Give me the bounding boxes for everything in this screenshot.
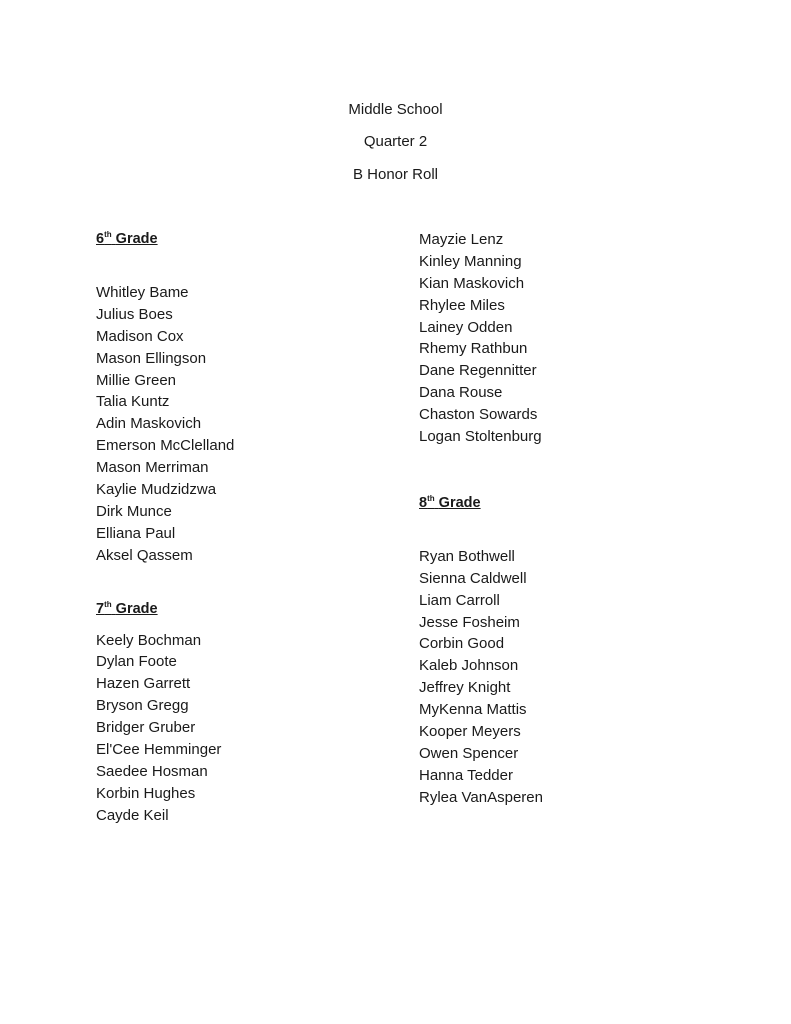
list-item: Kinley Manning — [419, 252, 522, 270]
list-item: Julius Boes — [96, 305, 173, 323]
sixth-grade-number: 6 — [96, 231, 105, 247]
list-item: Mason Ellingson — [96, 349, 207, 367]
sixth-grade-suffix: th — [104, 230, 112, 240]
list-item: Dylan Foote — [96, 653, 177, 671]
eighth-grade-word: Grade — [438, 494, 481, 511]
list-item: Mayzie Lenz — [419, 231, 504, 248]
quarter-title: Quarter 2 — [363, 133, 428, 150]
list-item: Kaleb Johnson — [419, 657, 519, 675]
list-item: Hazen Garrett — [96, 675, 191, 693]
school-title: Middle School — [348, 101, 443, 118]
list-item: Emerson McClelland — [96, 437, 235, 455]
list-item: Aksel Qassem — [96, 546, 193, 564]
list-item: Bridger Gruber — [96, 719, 196, 737]
seventh-grade-list — [96, 630, 396, 827]
list-item: Liam Carroll — [419, 591, 500, 609]
left-column — [96, 229, 396, 827]
seventh-grade-suffix: th — [104, 599, 112, 609]
list-item: Mason Merriman — [96, 459, 209, 477]
sixth-grade-heading — [96, 229, 396, 249]
list-item: Elliana Paul — [96, 524, 176, 542]
eighth-grade-suffix: th — [427, 494, 435, 504]
list-item: Talia Kuntz — [96, 393, 170, 411]
sixth-grade-list — [96, 282, 396, 567]
list-item: Bryson Gregg — [96, 697, 189, 715]
honor-roll-title: B Honor Roll — [352, 166, 439, 183]
list-item: Dirk Munce — [96, 502, 172, 520]
list-item: Rhemy Rathbun — [419, 340, 528, 358]
list-item: Adin Maskovich — [96, 415, 202, 433]
list-item: Whitley Bame — [96, 284, 189, 301]
seventh-grade-heading — [96, 599, 396, 619]
seventh-grade-number: 7 — [96, 600, 105, 617]
list-item: Korbin Hughes — [96, 784, 196, 802]
eighth-grade-number: 8 — [419, 494, 428, 511]
eighth-grade-heading — [419, 493, 749, 513]
list-item: Jesse Fosheim — [419, 613, 520, 631]
list-item: Madison Cox — [96, 327, 184, 345]
right-column — [419, 229, 749, 809]
list-item: Logan Stoltenburg — [419, 428, 542, 446]
eighth-grade-list — [419, 546, 749, 809]
list-item: Lainey Odden — [419, 318, 513, 336]
list-item: Jeffrey Knight — [419, 679, 511, 697]
list-item: Corbin Good — [419, 635, 505, 653]
list-item: Kian Maskovich — [419, 274, 525, 292]
list-item: Chaston Sowards — [419, 406, 538, 424]
list-item: Cayde Keil — [96, 806, 169, 824]
list-item: Kaylie Mudzidzwa — [96, 481, 217, 499]
sixth-grade-word: Grade — [115, 231, 158, 247]
list-item: Rylea VanAsperen — [419, 788, 543, 806]
list-item: Sienna Caldwell — [419, 569, 527, 587]
list-item: Saedee Hosman — [96, 762, 208, 780]
list-item: Keely Bochman — [96, 631, 202, 649]
list-item: Rhylee Miles — [419, 296, 505, 314]
list-item: Hanna Tedder — [419, 766, 513, 784]
list-item: Kooper Meyers — [419, 723, 521, 741]
seventh-grade-word: Grade — [115, 600, 158, 617]
list-item: MyKenna Mattis — [419, 701, 527, 719]
list-item: El'Cee Hemminger — [96, 741, 222, 759]
seventh-grade-list-continued — [419, 229, 749, 448]
list-item: Owen Spencer — [419, 744, 519, 762]
list-item: Dane Regennitter — [419, 362, 537, 380]
list-item: Millie Green — [96, 371, 177, 389]
list-item: Ryan Bothwell — [419, 547, 515, 565]
list-item: Dana Rouse — [419, 384, 503, 402]
